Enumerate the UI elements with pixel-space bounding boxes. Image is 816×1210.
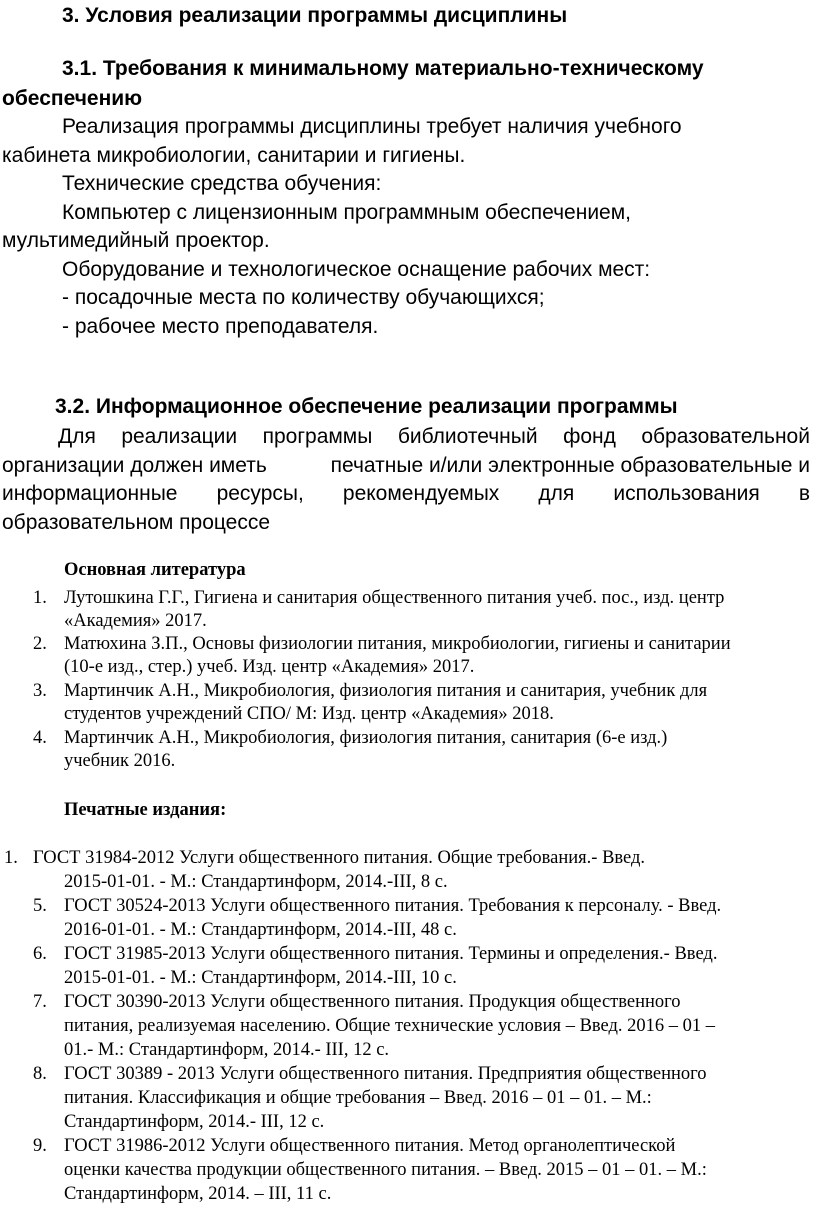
list-item-number: 4. xyxy=(33,728,47,748)
list-item: ГОСТ 30524-2013 Услуги общественного питания. Требования к персоналу. - Введ. xyxy=(64,896,722,916)
list-item-cont: 2015-01-01. - М.: Стандартинформ, 2014.-III, 10 с. xyxy=(64,968,457,988)
list-item: Лутошкина Г.Г., Гигиена и санитария общественного питания учеб. пос., изд. центр xyxy=(64,588,725,608)
list-item: ГОСТ 30389 - 2013 Услуги общественного питания. Предприятия общественного xyxy=(64,1064,707,1084)
list-item-cont: «Академия» 2017. xyxy=(64,611,207,631)
list-item-number: 2. xyxy=(33,634,47,654)
equipment-item-2: - рабочее место преподавателя. xyxy=(62,315,379,338)
section-3-2-title: 3.2. Информационное обеспечение реализации программы xyxy=(55,395,678,418)
section-3-2-para-line2 xyxy=(2,454,810,478)
section-3-2-para-line3 xyxy=(2,482,810,506)
list-item-cont: Стандартинформ, 2014.- III, 12 с. xyxy=(64,1112,325,1132)
list-item-cont: оценки качества продукции общественного питания. – Введ. 2015 – 01 – 01. – М.: xyxy=(64,1160,707,1180)
section-3-1-para1-line1: Реализация программы дисциплины требует наличия учебного xyxy=(62,115,682,138)
main-literature-heading: Основная литература xyxy=(64,560,246,580)
list-item-cont: 2016-01-01. - М.: Стандартинформ, 2014.-III, 48 с. xyxy=(64,920,457,940)
list-item-number: 6. xyxy=(33,944,47,964)
section-3-1-para3-line1: Компьютер с лицензионным программным обеспечением, xyxy=(62,201,631,224)
word: библиотечный xyxy=(397,425,538,448)
list-item-cont: 01.- М.: Стандартинформ, 2014.- III, 12 с. xyxy=(64,1040,390,1060)
list-item-cont: студентов учреждений СПО/ М: Изд. центр «Академия» 2018. xyxy=(64,704,554,724)
word: информационные xyxy=(2,482,178,505)
section-3-title: 3. Условия реализации программы дисциплины xyxy=(62,4,568,27)
word: программы xyxy=(262,425,373,448)
list-item: Матюхина З.П., Основы физиологии питания, микробиологии, гигиены и санитарии xyxy=(64,634,731,654)
list-item: ГОСТ 31985-2013 Услуги общественного питания. Термины и определения.- Введ. xyxy=(64,944,718,964)
list-item-number: 9. xyxy=(33,1136,47,1156)
list-item-number: 5. xyxy=(33,896,47,916)
word: образовательной xyxy=(641,425,810,448)
list-item: ГОСТ 31984-2012 Услуги общественного питания. Общие требования.- Введ. xyxy=(33,848,646,868)
phrase: печатные и/или электронные образовательные и xyxy=(330,454,810,477)
section-3-1-title-line2: обеспечению xyxy=(2,87,143,110)
word: реализации xyxy=(121,425,238,448)
list-item-number: 1. xyxy=(33,588,47,608)
word: использования xyxy=(613,482,760,505)
list-item-cont: питания. Классификация и общие требования – Введ. 2016 – 01 – 01. – М.: xyxy=(64,1088,652,1108)
list-item-cont: учебник 2016. xyxy=(64,751,176,771)
word: фонд xyxy=(563,425,616,448)
section-3-1-para4: Оборудование и технологическое оснащение рабочих мест: xyxy=(62,258,651,281)
list-item-number: 1. xyxy=(4,848,18,868)
section-3-2-para-line4: образовательном процессе xyxy=(2,511,271,534)
section-3-1-title-line1: 3.1. Требования к минимальному материально-техническому xyxy=(62,57,704,80)
list-item-number: 7. xyxy=(33,992,47,1012)
word: Для xyxy=(58,425,96,448)
phrase: организации должен иметь xyxy=(2,454,267,477)
list-item-cont: питания, реализуемая населению. Общие технические условия – Введ. 2016 – 01 – xyxy=(64,1016,716,1036)
list-item-number: 8. xyxy=(33,1064,47,1084)
section-3-2-para-line1 xyxy=(58,425,810,449)
list-item-cont: Стандартинформ, 2014. – III, 11 с. xyxy=(64,1184,332,1204)
word: ресурсы, xyxy=(216,482,304,505)
word: в xyxy=(798,482,810,505)
list-item: Мартинчик А.Н., Микробиология, физиология питания и санитария, учебник для xyxy=(64,681,708,701)
section-3-1-para1-line2: кабинета микробиологии, санитарии и гигиены. xyxy=(2,144,466,167)
printed-editions-heading: Печатные издания: xyxy=(64,800,227,820)
section-3-1-para2: Технические средства обучения: xyxy=(62,172,382,195)
list-item: Мартинчик А.Н., Микробиология, физиология питания, санитария (6-е изд.) xyxy=(64,728,668,748)
word: рекомендуемых xyxy=(342,482,500,505)
list-item: ГОСТ 30390-2013 Услуги общественного питания. Продукция общественного xyxy=(64,992,681,1012)
list-item: ГОСТ 31986-2012 Услуги общественного питания. Метод органолептической xyxy=(64,1136,676,1156)
list-item-number: 3. xyxy=(33,681,47,701)
section-3-1-para3-line2: мультимедийный проектор. xyxy=(2,229,270,252)
word: для xyxy=(538,482,575,505)
list-item-cont: 2015-01-01. - М.: Стандартинформ, 2014.-III, 8 с. xyxy=(64,872,448,892)
equipment-item-1: - посадочные места по количеству обучающихся; xyxy=(62,286,545,309)
list-item-cont: (10-е изд., стер.) учеб. Изд. центр «Академия» 2017. xyxy=(64,657,475,677)
